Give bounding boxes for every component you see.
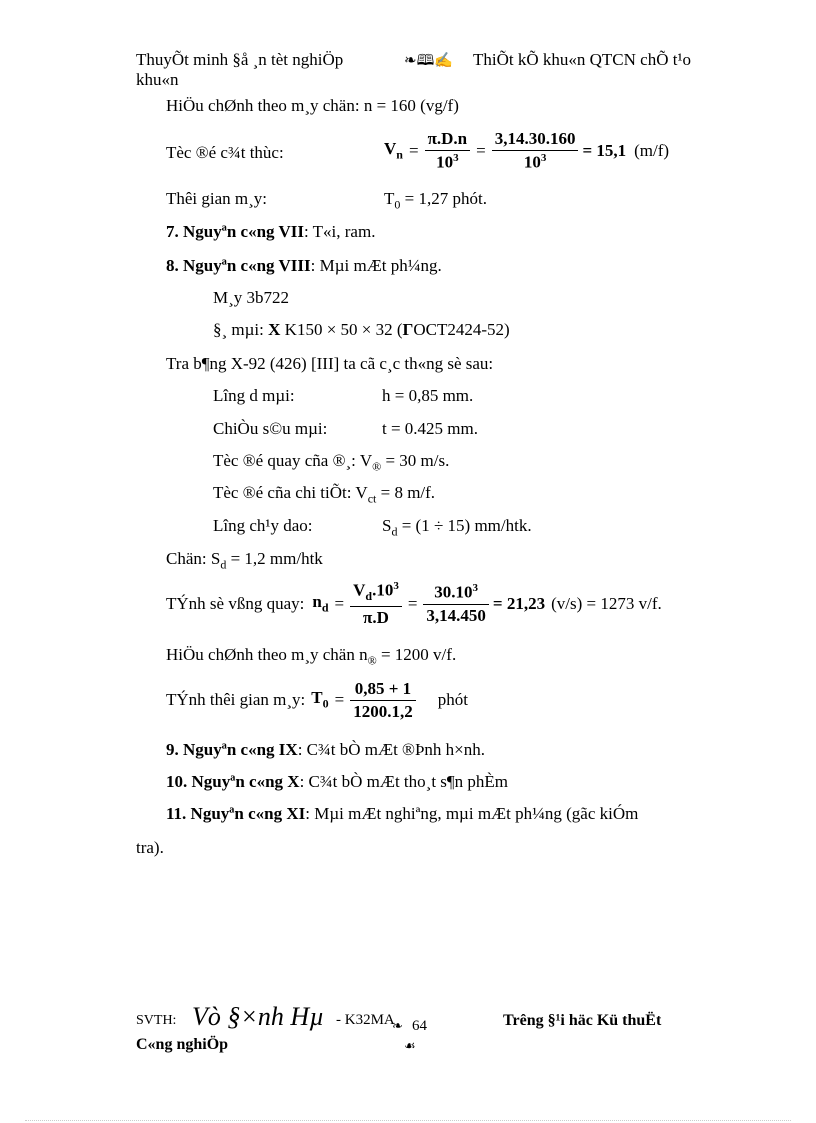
header-ornament-icon: ❧🕮✍ [404, 53, 453, 69]
param-5-value: $S_d = (1 \div 15)$ mm/htk. [382, 516, 532, 539]
wheel-line: §¸ mµi: Χ K150 × 50 × 32 (ΓOCT2424-52) [213, 320, 510, 339]
param-1-label: Lîng d mµi: [213, 386, 295, 405]
footer-school: Trêng §¹i häc Kü thuËt [503, 1012, 662, 1029]
param-1-value: h = 0,85 mm. [382, 386, 474, 405]
header-right: ThiÕt kÕ khu«n QTCN chÕ t¹o [473, 50, 692, 69]
param-5-label: Lîng ch¹y dao: [213, 516, 313, 535]
page-bottom-divider [25, 1120, 791, 1121]
time-equation: TÝnh thêi gian m¸y: $T_0$ = $\frac{0,85 + 1}{1200.1,2}$ phót [166, 678, 468, 721]
page-ornament-icon: ❧ [392, 1018, 403, 1033]
header-cont: khu«n [136, 70, 179, 89]
time-value: $T_0 = 1,27$ phót. [384, 189, 487, 212]
section-8: 8. Nguyªn c«ng VIII: Mµi mÆt ph¼ng. [166, 256, 442, 275]
page-ornament-bottom-icon: ☙ [404, 1038, 416, 1053]
param-2-label: ChiÒu s©u mµi: [213, 419, 328, 438]
param-2-value: t = 0.425 mm. [382, 419, 479, 438]
rotation-equation: TÝnh sè vßng quay: $n_d$ = $\frac{V_d.10^3}{\pi.D}$ = $\frac{30.10^3}{3,14.450}$ = 21,23 (v/s) = 1273 v/f. [166, 580, 662, 627]
section-11: 11. Nguyªn c«ng XI: Mµi mÆt nghiªng, mµi mÆt ph¼ng (gãc kiÓm [166, 804, 639, 823]
section-10: 10. Nguyªn c«ng X: C¾t bÒ mÆt tho¸t s¶n phÈm [166, 772, 508, 791]
time-label: Thêi gian m¸y: [166, 189, 268, 208]
section-11-cont: tra). [136, 838, 164, 857]
table-ref: Tra b¶ng X-92 (426) [III] ta cã c¸c th«ng sè sau: [166, 354, 494, 373]
header-left: ThuyÕt minh §å ¸n tèt nghiÖp [136, 50, 344, 69]
footer-svth: SVTH: [136, 1013, 177, 1028]
section-7: 7. Nguyªn c«ng VII: T«i, ram. [166, 222, 376, 241]
adjust-rotation-line: HiÖu chØnh theo m¸y chän $n_® = 1200$ v/f. [166, 645, 457, 668]
footer-school-cont: C«ng nghiÖp [136, 1036, 229, 1053]
section-9: 9. Nguyªn c«ng IX: C¾t bÒ mÆt ®Þnh h×nh. [166, 740, 486, 759]
machine-line: M¸y 3b722 [213, 288, 290, 307]
param-3: Tèc ®é quay cña ®¸: $V_® = 30$ m/s. [213, 451, 450, 474]
page-number: 64 [412, 1018, 427, 1034]
footer-student-name: Vò §×nh Hµ [192, 1002, 325, 1031]
adjust-speed-line: HiÖu chØnh theo m¸y chän: n = 160 (vg/f) [166, 96, 459, 115]
speed-label: Tèc ®é c¾t thùc: [166, 143, 284, 162]
footer-class: - K32MA [336, 1012, 395, 1028]
speed-equation: $V_n$ = $\frac{\pi.D.n}{10^3}$ = $\frac{3,14.30.160}{10^3}$ = 15,1 (m/f) [384, 129, 670, 172]
param-4: Tèc ®é cña chi tiÕt: $V_{ct} = 8$ m/f. [213, 483, 436, 506]
choose-line: Chän: $S_d = 1,2$ mm/htk [166, 549, 323, 572]
